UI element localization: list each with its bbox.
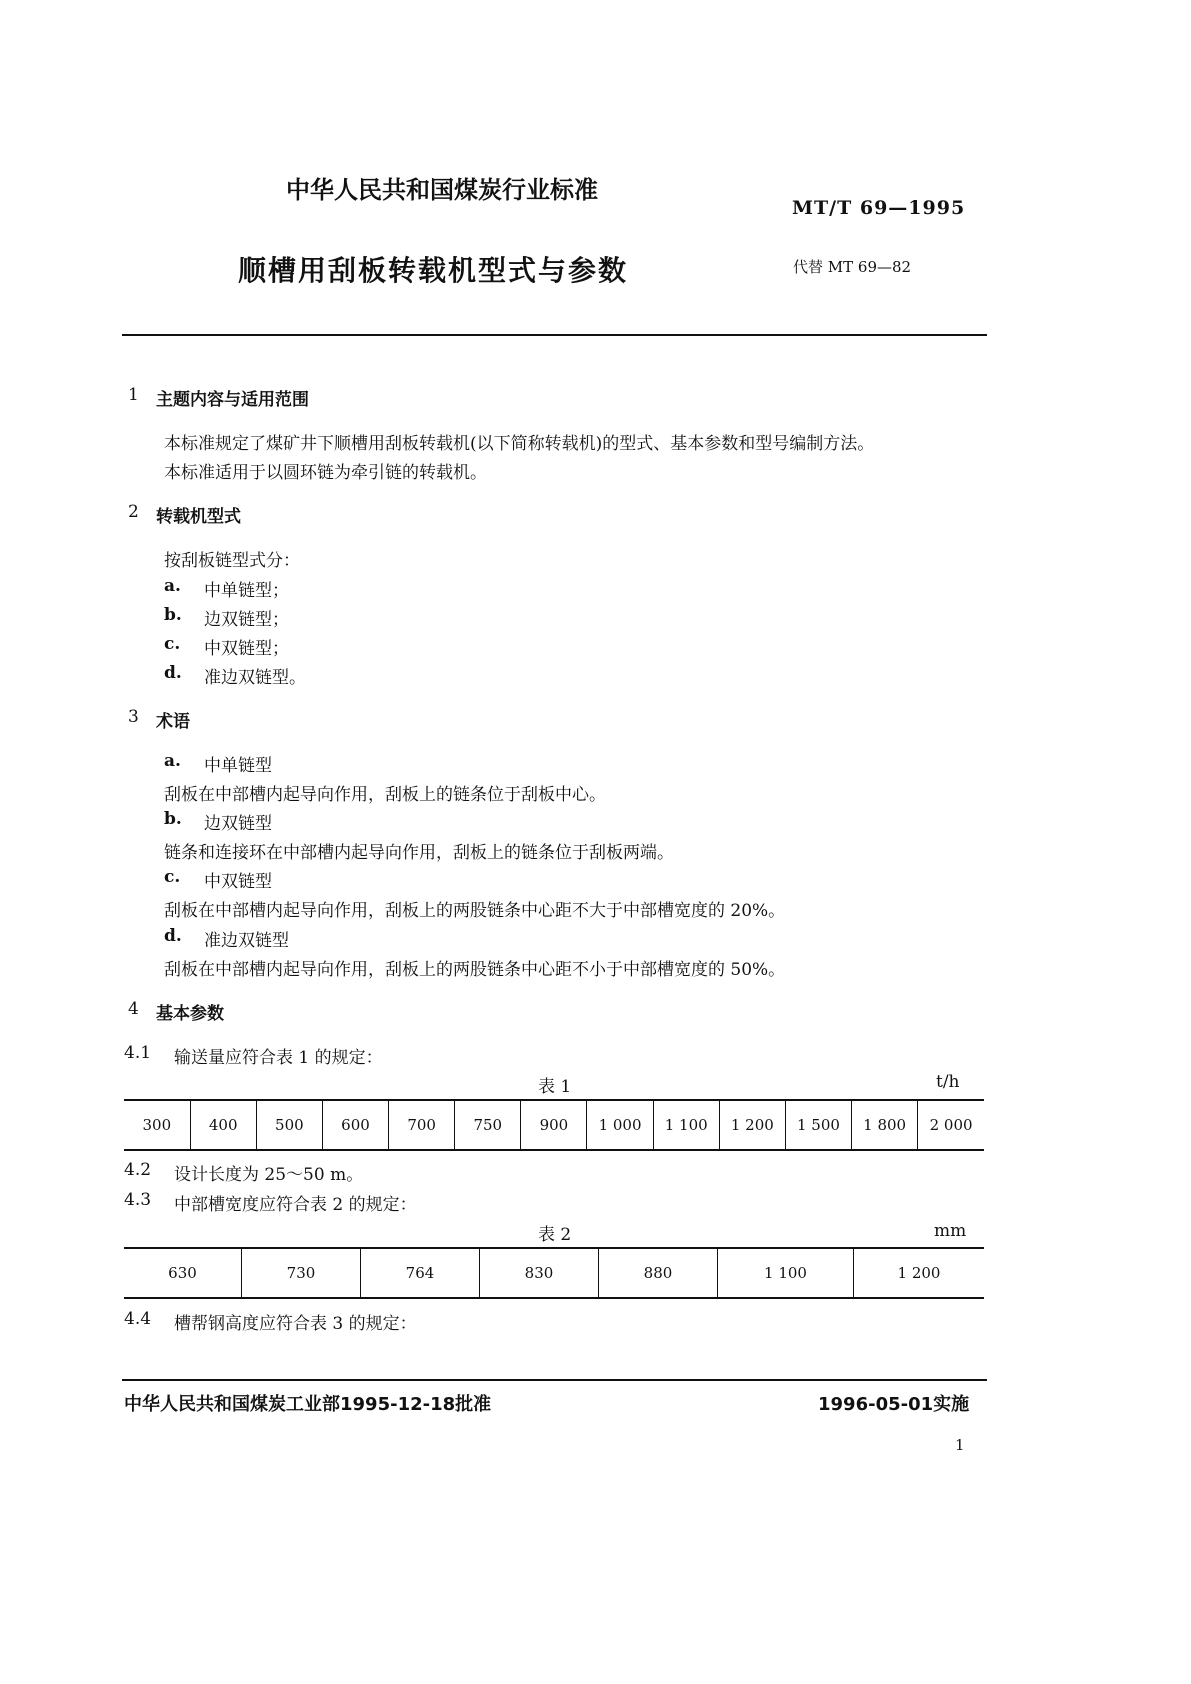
page-number: 1 [955,1436,965,1454]
list-item-text: 中双链型； [204,639,289,659]
section-4-number: 4 [128,999,139,1019]
clause-number: 4.1 [124,1043,152,1063]
list-item-label: b. [164,605,182,625]
list-item-text: 准边双链型。 [204,668,306,688]
table-cell: 900 [521,1101,587,1149]
section-3-number: 3 [128,707,139,727]
table-cell: 764 [361,1249,480,1297]
table-1-unit: t/h [936,1072,960,1092]
term-definition: 刮板在中部槽内起导向作用，刮板上的两股链条中心距不大于中部槽宽度的 20%。 [164,901,786,921]
footer-rule [122,1379,987,1381]
approval-note: 中华人民共和国煤炭工业部1995-12-18批准 [124,1394,492,1415]
table-cell: 880 [599,1249,718,1297]
term-name: 中单链型 [204,756,272,776]
list-item-label: d. [164,663,182,683]
term-definition: 刮板在中部槽内起导向作用，刮板上的链条位于刮板中心。 [164,785,606,805]
table-row [124,1249,984,1297]
term-name: 准边双链型 [204,931,289,951]
clause-text: 输送量应符合表 1 的规定： [174,1048,383,1068]
list-item-label: c. [164,634,181,654]
section-4-title: 基本参数 [156,1004,224,1024]
table-cell: 1 200 [854,1249,985,1297]
clause-text: 中部槽宽度应符合表 2 的规定： [174,1195,417,1215]
term-definition: 刮板在中部槽内起导向作用，刮板上的两股链条中心距不小于中部槽宽度的 50%。 [164,960,786,980]
table-cell: 730 [242,1249,361,1297]
list-item-text: 边双链型； [204,610,289,630]
table-1-bottom-rule [124,1149,984,1151]
org-title: 中华人民共和国煤炭行业标准 [286,176,598,204]
section-1-paragraph: 本标准适用于以圆环链为牵引链的转载机。 [164,463,487,483]
document-title: 顺槽用刮板转载机型式与参数 [238,254,629,287]
table-cell: 1 800 [852,1101,918,1149]
table-2-unit: mm [934,1221,967,1241]
section-1-number: 1 [128,385,139,405]
clause-number: 4.3 [124,1190,152,1210]
clause-number: 4.2 [124,1160,152,1180]
term-label: a. [164,751,181,771]
table-cell: 1 000 [587,1101,653,1149]
table-cell: 830 [480,1249,599,1297]
table-cell: 700 [389,1101,455,1149]
table-cell: 630 [124,1249,242,1297]
list-item-label: a. [164,576,181,596]
section-2-intro: 按刮板链型式分： [164,551,300,571]
list-item-text: 中单链型； [204,581,289,601]
table-cell: 500 [256,1101,322,1149]
table-cell: 600 [322,1101,388,1149]
replaces-standard: 代替 MT 69—82 [793,258,912,276]
table-row [124,1101,984,1149]
table-1-caption: 表 1 [538,1077,572,1097]
section-2-number: 2 [128,502,139,522]
term-label: b. [164,809,182,829]
table-1 [124,1101,984,1149]
clause-text: 槽帮钢高度应符合表 3 的规定： [174,1314,417,1334]
term-name: 边双链型 [204,814,272,834]
term-definition: 链条和连接环在中部槽内起导向作用，刮板上的链条位于刮板两端。 [164,843,674,863]
table-cell: 300 [124,1101,190,1149]
header-rule [122,334,987,336]
section-2-title: 转载机型式 [156,507,241,527]
table-cell: 2 000 [918,1101,984,1149]
table-cell: 750 [455,1101,521,1149]
table-cell: 1 100 [718,1249,854,1297]
table-cell: 1 500 [785,1101,851,1149]
effective-date: 1996-05-01实施 [818,1394,970,1415]
table-2 [124,1249,984,1297]
term-name: 中双链型 [204,872,272,892]
table-cell: 400 [190,1101,256,1149]
table-cell: 1 100 [653,1101,719,1149]
section-1-title: 主题内容与适用范围 [156,390,309,410]
table-2-bottom-rule [124,1297,984,1299]
clause-text: 设计长度为 25～50 m。 [174,1165,364,1185]
term-label: c. [164,867,181,887]
table-2-caption: 表 2 [538,1225,572,1245]
term-label: d. [164,926,182,946]
table-cell: 1 200 [719,1101,785,1149]
section-3-title: 术语 [156,712,190,732]
standard-code: MT/T 69—1995 [792,197,966,219]
clause-number: 4.4 [124,1309,152,1329]
section-1-paragraph: 本标准规定了煤矿井下顺槽用刮板转载机(以下简称转载机)的型式、基本参数和型号编制方法。 [164,434,875,454]
